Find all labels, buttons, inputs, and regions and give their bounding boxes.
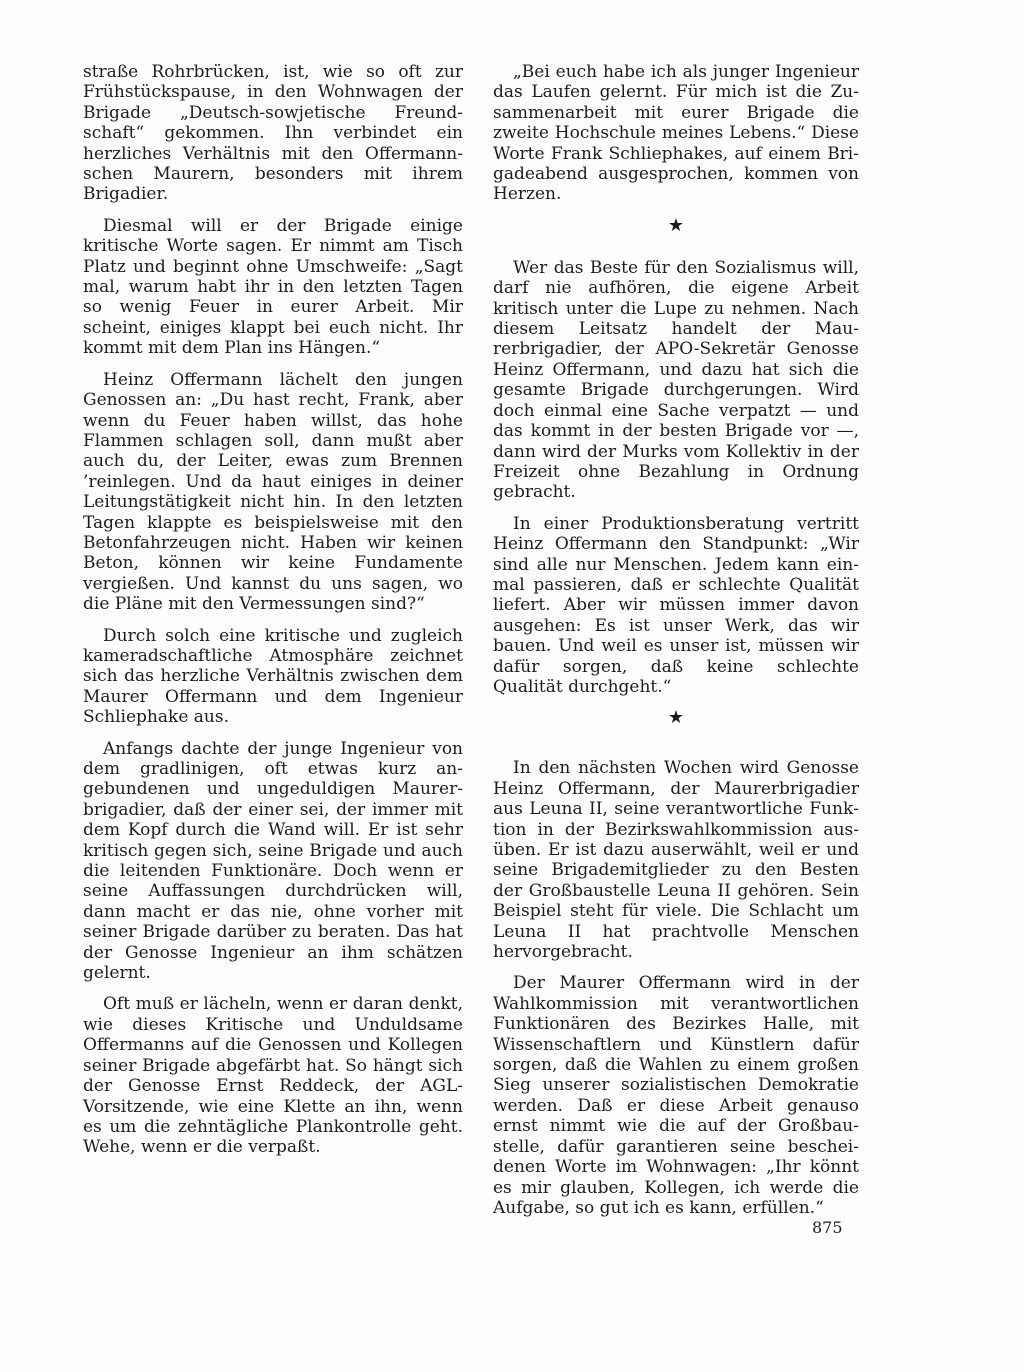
- paragraph: Wer das Beste für den Sozialismus will, darf nie aufhören, die eigene Arbeit kritisch unter die Lupe zu nehmen. Nach diesem Leitsatz handelt der Maurerbrigadier, der APO-Sekretär Genosse Heinz Offermann, und dazu hat sich die gesamte Brigade durchgerungen. Wird doch einmal eine Sache verpatzt — und das kommt in der besten Brigade vor —, dann wird der Murks vom Kollektiv in der Freizeit ohne Bezahlung in Ordnung gebracht.: [493, 257, 859, 503]
- paragraph: Anfangs dachte der junge Ingenieur von dem gradlinigen, oft etwas kurz angebundenen und ungeduldigen Maurerbrigadier, daß der einer sei, der immer mit dem Kopf durch die Wand will. Er ist sehr kritisch gegen sich, seine Brigade und auch die leitenden Funktionäre. Doch wenn er seine Auffassungen durchdrücken will, dann macht er das nie, ohne vorher mit seiner Brigade darüber zu beraten. Das hat der Genosse Ingenieur an ihm schätzen gelernt.: [83, 738, 463, 984]
- right-column: [493, 62, 859, 1229]
- section-star-icon: ★: [667, 707, 685, 729]
- paragraph: straße Rohrbrücken, ist, wie so oft zur Frühstückspause, in den Wohnwagen der Brigade „Deutsch-sowjetische Freundschaft“ gekommen. Ihn verbindet ein herzliches Verhältnis mit den Offermannschen Maurern, besonders mit ihrem Brigadier.: [83, 62, 463, 205]
- paragraph: „Bei euch habe ich als junger Ingenieur das Laufen gelernt. Für mich ist die Zusammenarbeit mit eurer Brigade die zweite Hochschule meines Lebens.“ Diese Worte Frank Schliephakes, auf einem Brigadeabend ausgesprochen, kommen von Herzen.: [493, 62, 859, 205]
- section-star-icon: ★: [667, 214, 685, 236]
- paragraph: Heinz Offermann lächelt den jungen Genossen an: „Du hast recht, Frank, aber wenn du Feuer haben willst, das hohe Flammen schlagen soll, dann mußt aber auch du, der Leiter, ewas zum Brennen ’reinlegen. Und da haut einiges in deiner Leitungstätigkeit nicht hin. In den letzten Tagen klappte es beispielsweise mit den Betonfahrzeugen nicht. Haben wir keinen Beton, können wir keine Fundamente vergießen. Und kannst du uns sagen, wo die Pläne mit den Vermessungen sind?“: [83, 369, 463, 615]
- left-column: [83, 62, 463, 1169]
- paragraph: Diesmal will er der Brigade einige kritische Worte sagen. Er nimmt am Tisch Platz und beginnt ohne Umschweife: „Sagt mal, warum habt ihr in den letzten Tagen so wenig Feuer in eurer Arbeit. Mir scheint, einiges klappt bei euch nicht. Ihr kommt mit dem Plan ins Hängen.“: [83, 215, 463, 359]
- page-number: 875: [812, 1218, 843, 1237]
- paragraph: In einer Produktionsberatung vertritt Heinz Offermann den Standpunkt: „Wir sind alle nur Menschen. Jedem kann einmal passieren, daß er schlechte Qualität liefert. Aber wir müssen immer davon ausgehen: Es ist unser Werk, das wir bauen. Und weil es unser ist, müssen wir dafür sorgen, daß keine schlechte Qualität durchgeht.“: [493, 513, 859, 697]
- paragraph: In den nächsten Wochen wird Genosse Heinz Offermann, der Maurerbrigadier aus Leuna II, seine verantwortliche Funktion in der Bezirkswahlkommission ausüben. Er ist dazu auserwählt, weil er und seine Brigademitglieder zu den Besten der Großbaustelle Leuna II gehören. Sein Beispiel steht für viele. Die Schlacht um Leuna II hat prachtvolle Menschen hervorgebracht.: [493, 758, 859, 963]
- paragraph: Der Maurer Offermann wird in der Wahlkommission mit verantwortlichen Funktionären des Bezirkes Halle, mit Wissenschaftlern und Künstlern dafür sorgen, daß die Wahlen zu einem großen Sieg unserer sozialistischen Demokratie werden. Daß er diese Arbeit genauso ernst nimmt wie die auf der Großbaustelle, dafür garantieren seine bescheidenen Worte im Wohnwagen: „Ihr könnt es mir glauben, Kollegen, ich werde die Aufgabe, so gut ich es kann, erfüllen.“: [493, 973, 859, 1218]
- paragraph: Oft muß er lächeln, wenn er daran denkt, wie dieses Kritische und Unduldsame Offermanns auf die Genossen und Kollegen seiner Brigade abgefärbt hat. So hängt sich der Genosse Ernst Reddeck, der AGL-Vorsitzende, wie eine Klette an ihn, wenn es um die zehntägliche Plankontrolle geht. Wehe, wenn er die verpaßt.: [83, 994, 463, 1158]
- paragraph: Durch solch eine kritische und zugleich kameradschaftliche Atmosphäre zeichnet sich das herzliche Verhältnis zwischen dem Maurer Offermann und dem Ingenieur Schliephake aus.: [83, 625, 463, 728]
